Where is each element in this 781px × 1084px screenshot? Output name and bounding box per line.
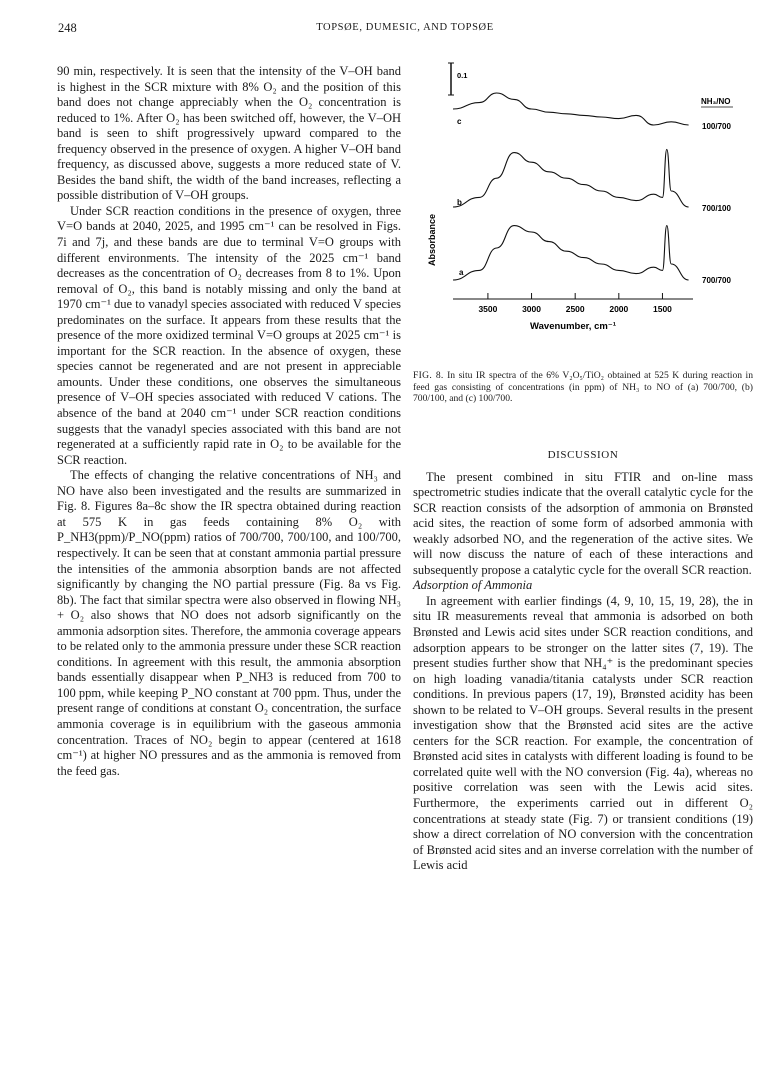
spectra-curves bbox=[453, 93, 689, 280]
left-paragraph-1: 90 min, respectively. It is seen that the intensity of the V–OH band is highest in the SCR mixture with 8% O₂ and the position of this band does not change appreciably when the O₂ concentration is reduced to 1%. After O₂ has been switched off, however, the V–OH band is seen to shift progressively upward compared to the frequency observed in the presence of oxygen. A higher V–OH band frequency, as discussed above, suggests a more reduced state of V. Besides the band shift, the width of the band increases, reflecting a possible distribution of V–OH groups. bbox=[57, 64, 401, 203]
x-tick-label: 2500 bbox=[565, 304, 585, 314]
x-tick-label: 3500 bbox=[478, 304, 498, 314]
scale-label: 0.1 bbox=[457, 71, 468, 80]
x-axis-label: Wavenumber, cm⁻¹ bbox=[530, 321, 616, 332]
right-paragraph-1: The present combined in situ FTIR and on-line mass spectrometric studies indicate that the overall catalytic cycle for the SCR reaction consists of the adsorption of ammonia on Brønsted acid sites, the reaction of some form of adsorbed ammonia with weakly adsorbed NO, and the regeneration of the active sites. We will now discuss the nature of each of these interactions and subsequently propose a catalytic cycle for the overall SCR reaction. bbox=[413, 469, 753, 577]
spectrum-id-a: a bbox=[459, 268, 464, 277]
left-paragraph-2: Under SCR reaction conditions in the presence of oxygen, three V=O bands at 2040, 2025, and 1995 cm⁻¹ can be resolved in Figs. 7i and 7j, and these bands are due to terminal V=O groups with different environments. The intensity of the 2025 cm⁻¹ band decreases as the concentration of O₂ decreases from 8 to 1%. Upon removal of O₂, this band is notably missing and only the band at 1970 cm⁻¹ due to vanadyl species associated with reduced V species predominates on the surface. It appears from these results that the presence of the more oxidized terminal V=O groups at 2025 cm⁻¹ is important for the SCR reaction. In the absence of oxygen, these species cannot be regenerated and are not present in appreciable amounts. Under these conditions, one observes the simultaneous presence of V–OH species associated with reduced V cations. The absence of the band at 2040 cm⁻¹ under SCR reaction conditions suggests that the vanadyl species associated with this band are not regenerated at a sufficiently rapid rate in O₂ to be available for the SCR reaction. bbox=[57, 203, 401, 467]
right-paragraph-2: In agreement with earlier findings (4, 9, 10, 15, 19, 28), the in situ IR measurements reveal that ammonia is adsorbed on both Brønsted and Lewis acid sites under SCR reaction conditions, and adsorption appears to be stronger on the latter sites (7, 19). The present studies further show that NH₄⁺ is the predominant species on high loading vanadia/titania catalysts under SCR reaction conditions. In previous papers (17, 19), Brønsted acidity has been shown to be related to V–OH groups. Several results in the present investigation show that the Brønsted acid sites are the active centers for the SCR reaction. For example, the concentration of Brønsted acid sites in catalysts with different loading is found to be correlated quite well with the NO conversion (Fig. 4a), whereas no positive correlation was seen with the Lewis acid sites. Furthermore, the experiments carried out in different O₂ concentrations at steady state (Fig. 7) or transient conditions (19) show a direct correlation of NO conversion with the concentration of Brønsted acid sites and an inverse correlation with the number of Lewis acid bbox=[413, 593, 753, 873]
left-column bbox=[57, 64, 401, 779]
caption-text: In situ IR spectra of the 6% V₂O₅/TiO₂ obtained at 525 K during reaction in feed gas consisting of concentrations (in ppm) of NH₃ to NO of (a) 700/700, (b) 700/100, and (c) 100/700. bbox=[413, 370, 753, 404]
spectrum-id-b: b bbox=[457, 198, 462, 207]
page-number: 248 bbox=[58, 21, 77, 35]
spectrum-line-700/700 bbox=[453, 226, 689, 280]
legend-title: NH₃/NO bbox=[701, 97, 731, 106]
running-title: TOPSØE, DUMESIC, AND TOPSØE bbox=[316, 22, 494, 33]
y-axis-label: Absorbance bbox=[427, 213, 437, 267]
left-paragraph-3: The effects of changing the relative concentrations of NH₃ and NO have also been investigated and the results are summarized in Fig. 8. Figures 8a–8c show the IR spectra obtained during reaction at 575 K in gas feeds containing 8% O₂ with P_NH3(ppm)/P_NO(ppm) ratios of 700/700, 700/100, and 100/700, respectively. It can be seen that at constant ammonia partial pressure the intensities of the ammonia absorption bands are not affected significantly by changing the NO partial pressure (Fig. 8a vs Fig. 8b). The fact that similar spectra were also observed in flowing NH₃ + O₂ also shows that NO does not adsorb significantly on the ammonia adsorption sites. Therefore, the ammonia coverage appears to be related only to the ammonia pressure under these SCR reaction conditions. In agreement with this result, the ammonia absorption bands essentially disappear when P_NH3 is reduced from 700 to 100 ppm, while keeping P_NO constant at 700 ppm. Thus, under the present range of conditions at constant O₂ concentration, the surface ammonia coverage is in equilibrium with the gaseous ammonia concentration. Traces of NO₂ begin to appear (centered at 1618 cm⁻¹) at higher NO pressures and as the ammonia is removed from the feed gas. bbox=[57, 468, 401, 778]
x-axis-ticks bbox=[478, 293, 672, 314]
x-tick-label: 2000 bbox=[609, 304, 629, 314]
spectra-plot bbox=[413, 55, 753, 345]
spectrum-ratio-b: 700/100 bbox=[702, 204, 731, 213]
figure-caption bbox=[413, 370, 753, 405]
spectrum-id-c: c bbox=[457, 117, 462, 126]
spectrum-ratio-c: 100/700 bbox=[702, 122, 731, 131]
spectrum-line-100/700 bbox=[453, 93, 689, 125]
x-tick-label: 1500 bbox=[652, 304, 672, 314]
caption-label: FIG. 8. bbox=[413, 370, 444, 381]
spectrum-ratio-a: 700/700 bbox=[702, 276, 731, 285]
spectrum-line-700/100 bbox=[453, 149, 689, 207]
x-tick-label: 3000 bbox=[522, 304, 542, 314]
page-header bbox=[58, 21, 752, 39]
right-column bbox=[413, 448, 753, 874]
ir-spectra-figure bbox=[413, 55, 753, 345]
subheading-adsorption: Adsorption of Ammonia bbox=[413, 578, 533, 593]
section-heading-discussion: DISCUSSION bbox=[547, 449, 619, 461]
